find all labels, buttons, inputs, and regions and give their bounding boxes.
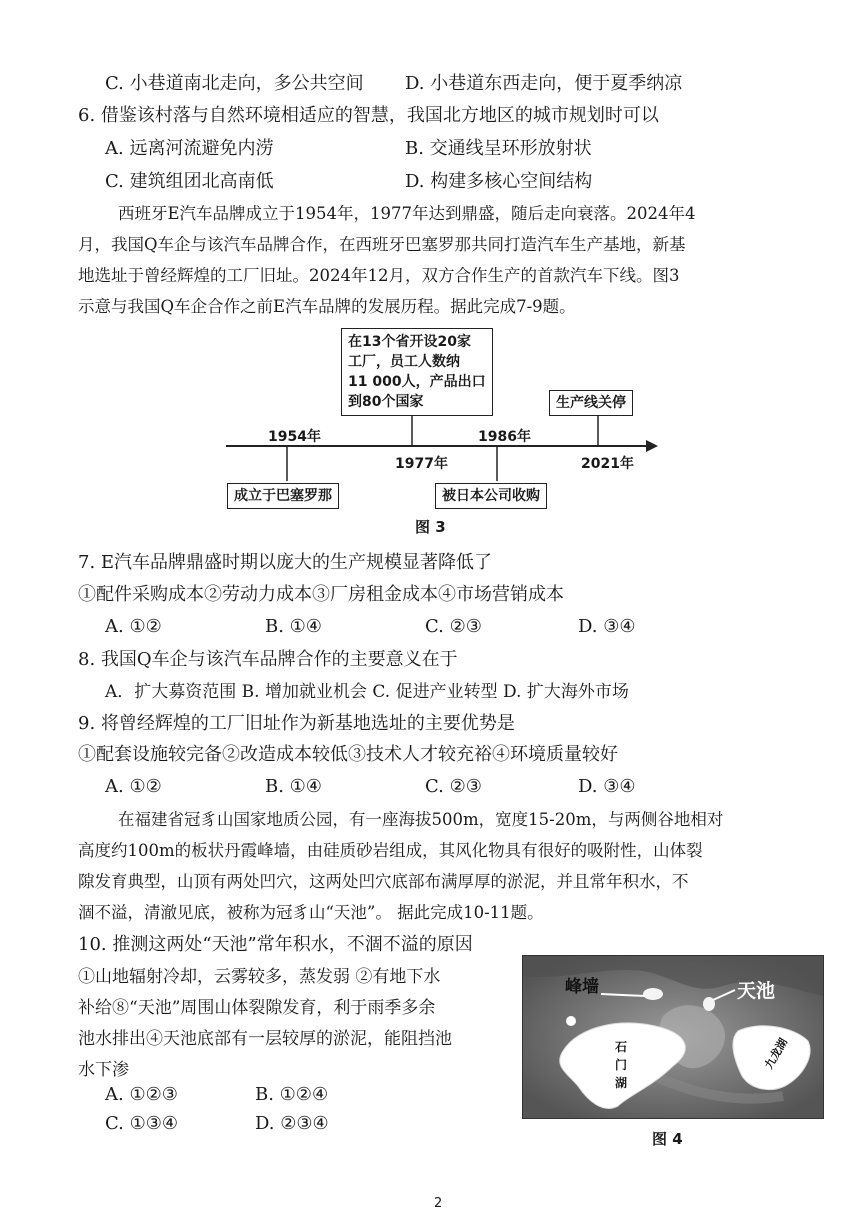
q8-stem: 8. 我国Q车企与该汽车品牌合作的主要意义在于: [78, 649, 458, 670]
event-1977-line2: 工厂，员工人数纳: [348, 354, 460, 370]
q7-option-b: B. ①④: [265, 616, 322, 637]
tianchi-pool-1: [643, 988, 663, 1000]
year-1986: 1986年: [478, 429, 531, 445]
q7-option-d: D. ③④: [578, 616, 636, 637]
timeline-arrow: [646, 440, 658, 452]
event-box-1977: [341, 328, 493, 416]
year-1977: 1977年: [395, 456, 448, 472]
event-1977-line1: 在13个省开设20家: [348, 334, 471, 350]
q9-option-b: B. ①④: [265, 776, 322, 797]
event-1977-line3: 11 000人，产品出口: [348, 374, 486, 390]
q7-option-c: C. ②③: [425, 616, 482, 637]
q6-stem: 6. 借鉴该村落与自然环境相适应的智慧，我国北方地区的城市规划时可以: [78, 105, 659, 126]
q5-option-c: C. 小巷道南北走向，多公共空间: [105, 73, 364, 94]
passage1-line2: 月，我国Q车企与该汽车品牌合作，在西班牙巴塞罗那共同打造汽车生产基地，新基: [78, 235, 686, 254]
q8-options: A．扩大募资范围 B. 增加就业机会 C. 促进产业转型 D. 扩大海外市场: [105, 682, 629, 702]
q7-option-a: A. ①②: [105, 616, 162, 637]
q6-option-c: C. 建筑组团北高南低: [105, 171, 274, 192]
q6-option-d: D. 构建多核心空间结构: [405, 171, 593, 192]
q7-items: ①配件采购成本②劳动力成本③厂房租金成本④市场营销成本: [78, 584, 564, 605]
event-box-1954: 成立于巴塞罗那: [227, 483, 339, 509]
q10-line4: 水下渗: [78, 1060, 129, 1080]
label-tianchi: 天池: [737, 980, 776, 1002]
q10-option-c: C. ①③④: [105, 1113, 178, 1134]
q6-option-a: A. 远离河流避免内涝: [105, 138, 274, 159]
event-box-1986: 被日本公司收购: [435, 483, 547, 509]
q9-option-d: D. ③④: [578, 776, 636, 797]
q10-line1: ①山地辐射冷却，云雾较多，蒸发弱 ②有地下水: [78, 967, 441, 987]
q7-stem: 7. E汽车品牌鼎盛时期以庞大的生产规模显著降低了: [78, 552, 493, 573]
event-box-2021: 生产线关停: [549, 390, 633, 416]
passage2-line4: 涸不溢，清澈见底，被称为冠豸山“天池”。 据此完成10-11题。: [78, 903, 544, 922]
q10-option-a: A. ①②③: [105, 1084, 178, 1105]
passage2-line2: 高度约100m的板状丹霞峰墙，由硅质砂岩组成，其风化物具有很好的吸附性，山体裂: [78, 841, 703, 860]
q9-option-c: C. ②③: [425, 776, 482, 797]
label-fengqiang: 峰墙: [565, 977, 599, 997]
passage1-line4: 示意与我国Q车企合作之前E汽车品牌的发展历程。据此完成7-9题。: [78, 297, 576, 316]
q5-option-d: D. 小巷道东西走向，便于夏季纳凉: [405, 73, 683, 94]
passage2-line1: 在福建省冠豸山国家地质公园，有一座海拔500m，宽度15-20m，与两侧谷地相对: [118, 810, 724, 829]
year-1954: 1954年: [268, 429, 321, 445]
q10-line3: 池水排出④天池底部有一层较厚的淤泥，能阻挡池: [78, 1029, 452, 1049]
q10-stem: 10. 推测这两处“天池”常年积水，不涸不溢的原因: [78, 934, 473, 955]
figure4-caption: 图 4: [652, 1130, 683, 1148]
page-number: 2: [434, 1196, 443, 1211]
q9-stem: 9. 将曾经辉煌的工厂旧址作为新基地选址的主要优势是: [78, 713, 515, 734]
marker-dot: [566, 1016, 576, 1026]
q9-option-a: A. ①②: [105, 776, 162, 797]
event-1977-line4: 到80个国家: [348, 394, 424, 410]
passage1-line1: 西班牙E汽车品牌成立于1954年，1977年达到鼎盛，随后走向衰落。2024年4: [118, 204, 696, 223]
year-2021: 2021年: [581, 456, 634, 472]
q10-option-b: B. ①②④: [255, 1084, 329, 1105]
passage1-line3: 地选址于曾经辉煌的工厂旧址。2024年12月，双方合作生产的首款汽车下线。图3: [78, 266, 680, 285]
q9-items: ①配套设施较完备②改造成本较低③技术人才较充裕④环境质量较好: [78, 744, 618, 765]
label-jiulong-lake: 九龙湖: [762, 1036, 791, 1072]
figure4-map: [522, 955, 824, 1119]
passage2-line3: 隙发育典型，山顶有两处凹穴，这两处凹穴底部布满厚厚的淤泥，并且常年积水，不: [78, 872, 689, 891]
q10-line2: 补给⑧“天池”周围山体裂隙发育，利于雨季多余: [78, 998, 436, 1018]
label-shimen-lake: 石门湖: [615, 1040, 628, 1090]
q6-option-b: B. 交通线呈环形放射状: [405, 138, 592, 159]
figure3-caption: 图 3: [415, 518, 446, 536]
q10-option-d: D. ②③④: [255, 1113, 329, 1134]
